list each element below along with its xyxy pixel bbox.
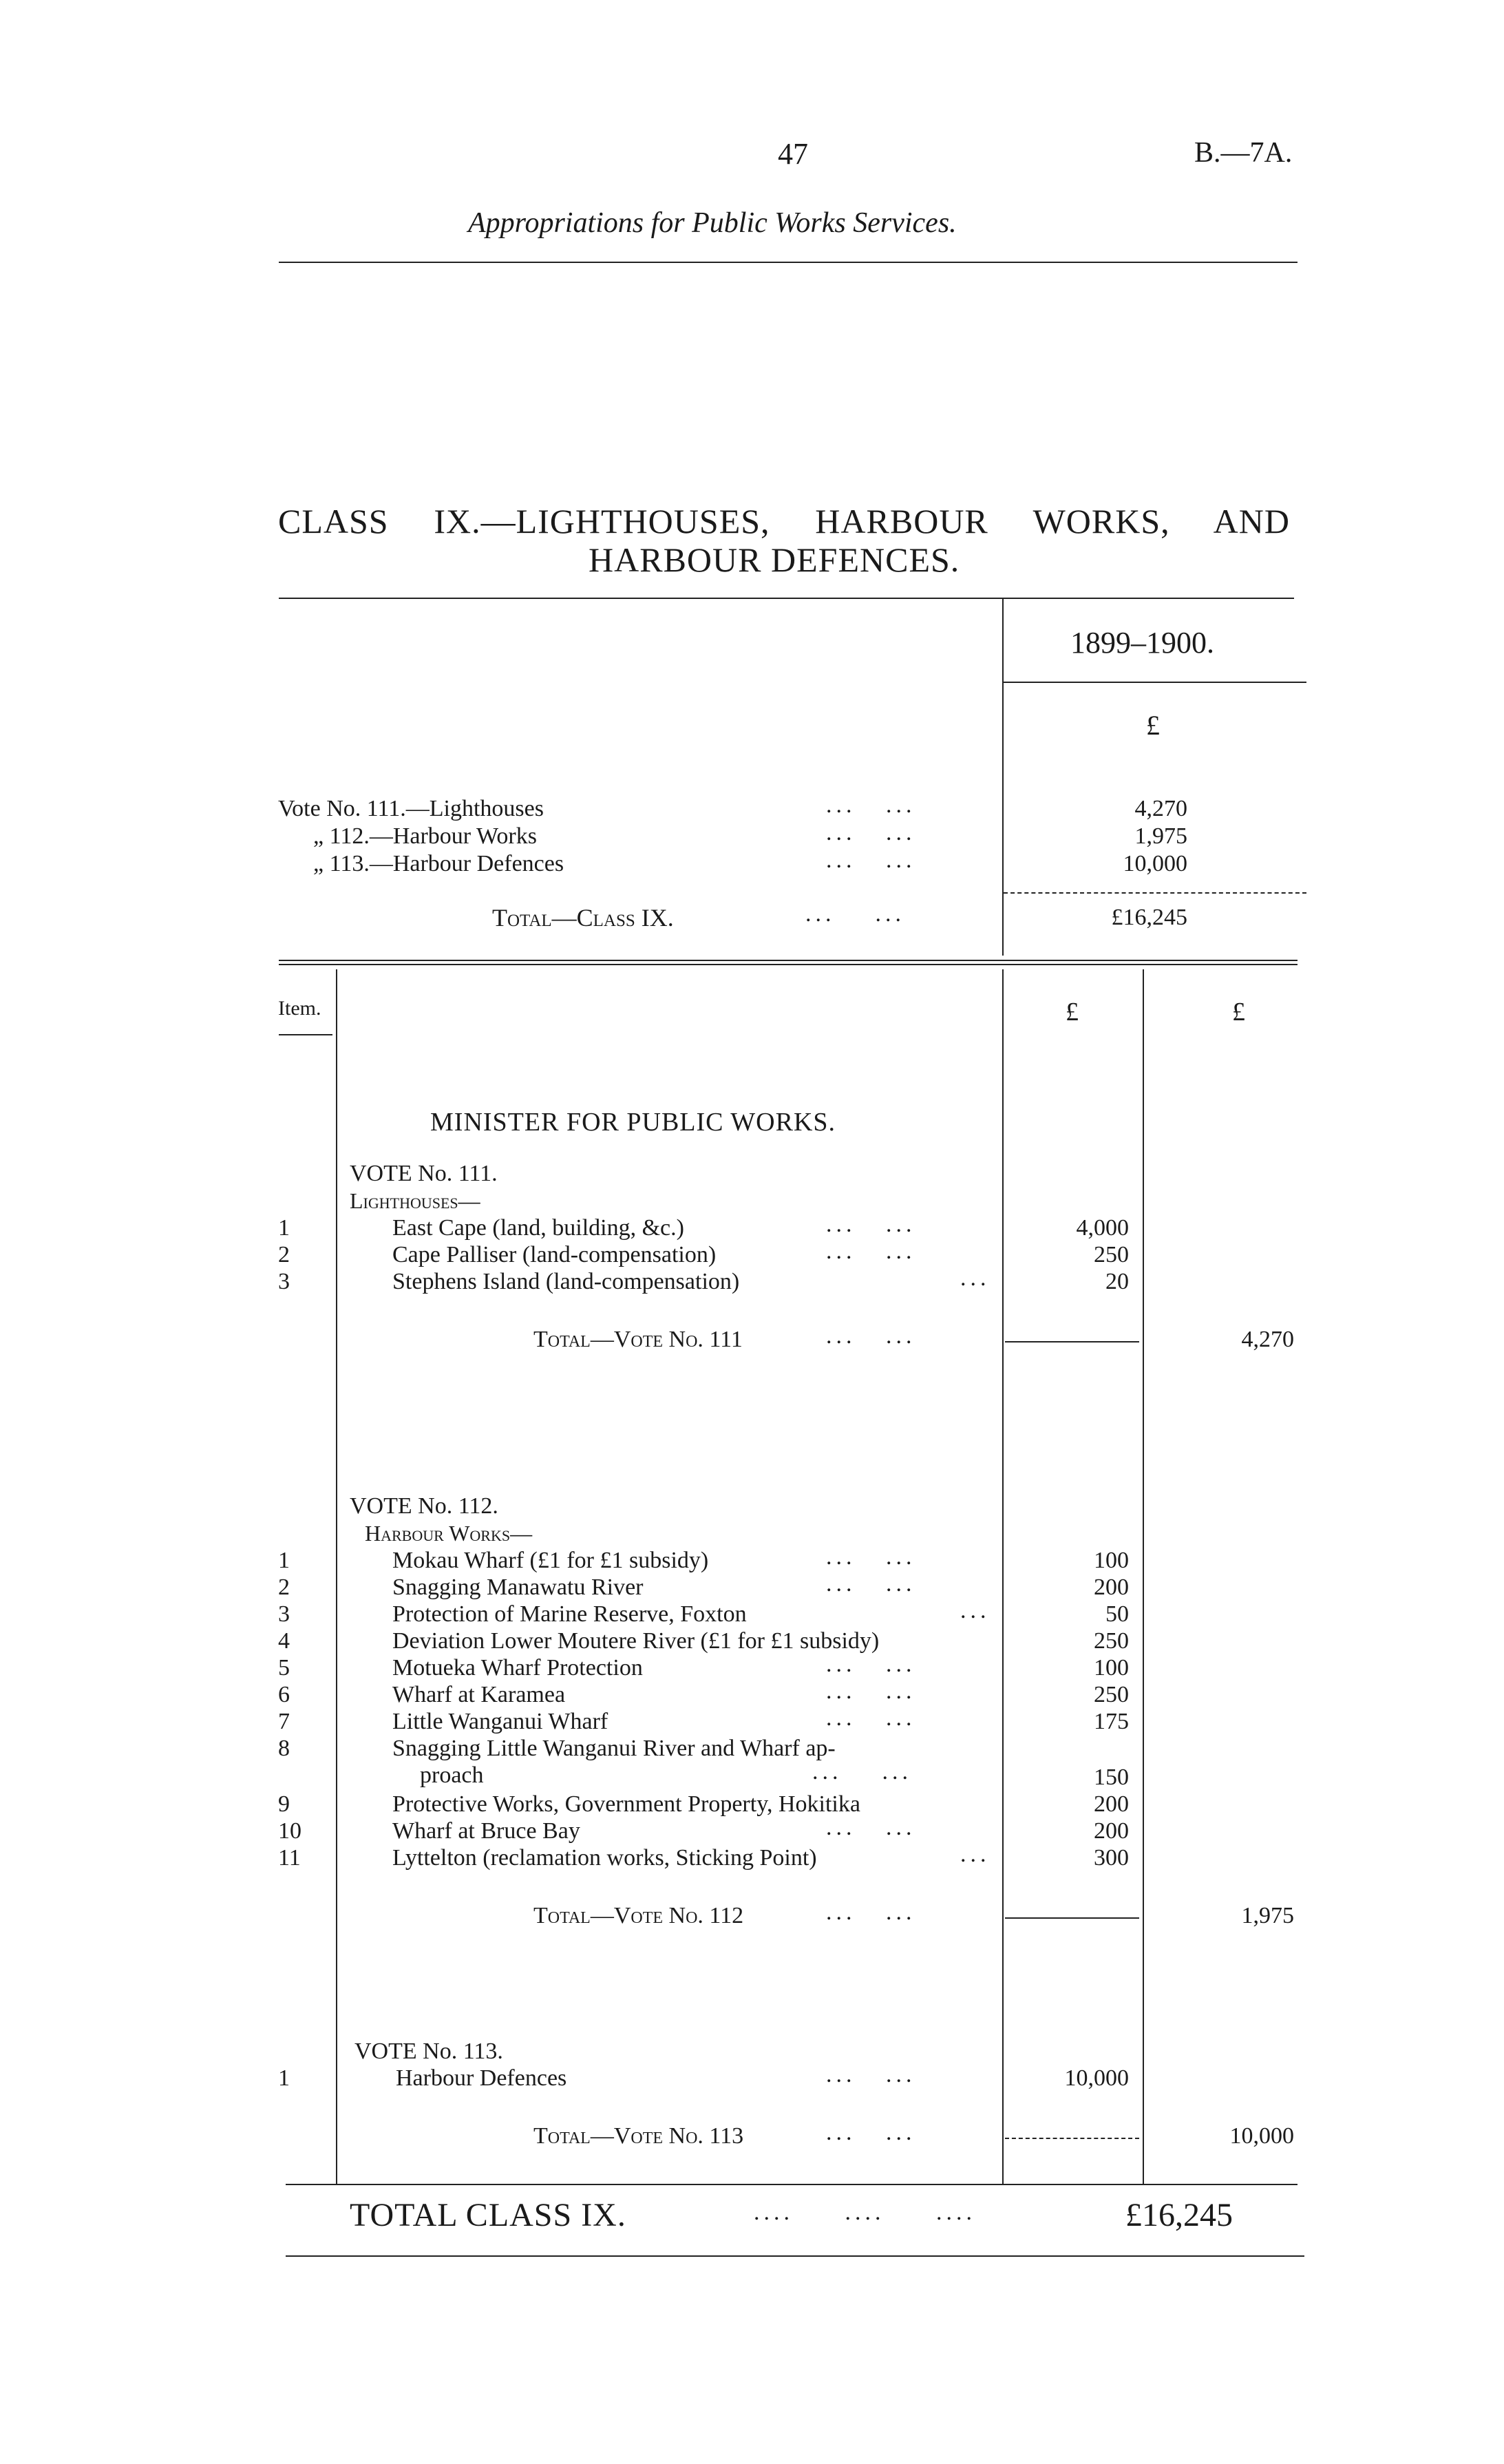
item-number: 1 <box>278 1548 290 1573</box>
item-column-divider <box>336 969 337 2184</box>
vote-total-label: Total—Vote No. 113 <box>533 2123 744 2149</box>
document-reference: B.—7A. <box>1194 137 1293 169</box>
item-amount: 50 <box>1105 1601 1129 1627</box>
grand-total-top-rule <box>286 2184 1298 2185</box>
total-column-header: £ <box>1232 998 1245 1026</box>
item-number: 5 <box>278 1655 290 1681</box>
summary-column-divider <box>1002 598 1004 956</box>
summary-year-header: 1899–1900. <box>1070 626 1214 660</box>
leader-dots: ... ... <box>805 901 905 927</box>
item-amount: 250 <box>1094 1682 1129 1707</box>
item-description: Protective Works, Government Property, Hokitika <box>392 1791 860 1817</box>
leader-dots: ... ... <box>826 792 916 818</box>
leader-dots: ... ... <box>812 1759 912 1784</box>
item-amount: 250 <box>1094 1242 1129 1267</box>
vote-subhead: Lighthouses— <box>350 1188 480 1213</box>
item-description: Wharf at Bruce Bay <box>392 1818 580 1844</box>
summary-total-amount: £16,245 <box>1111 905 1187 930</box>
item-number: 1 <box>278 1215 290 1241</box>
item-number: 2 <box>278 1575 290 1600</box>
class-title-line-2: HARBOUR DEFENCES. <box>589 540 960 579</box>
item-description: Snagging Little Wanganui River and Wharf ap- <box>392 1736 836 1761</box>
leader-dots: ... ... <box>826 820 916 845</box>
leader-dots: ... ... <box>826 1212 916 1237</box>
item-number: 2 <box>278 1242 290 1267</box>
vote-total-amount: 1,975 <box>1241 1903 1294 1928</box>
item-number: 11 <box>278 1845 301 1871</box>
grand-total-amount: £16,245 <box>1125 2197 1233 2233</box>
item-description: Wharf at Karamea <box>392 1682 566 1707</box>
vote-subhead: Harbour Works— <box>365 1521 533 1546</box>
item-number: 10 <box>278 1818 301 1844</box>
item-amount: 150 <box>1094 1765 1129 1790</box>
summary-vote-label: „ 112.—Harbour Works <box>313 823 537 849</box>
leader-dots: ... <box>960 1842 991 1867</box>
summary-bottom-rule <box>279 964 1298 965</box>
item-description: Protection of Marine Reserve, Foxton <box>392 1601 747 1627</box>
summary-vote-label: Vote No. 111.—Lighthouses <box>278 796 544 821</box>
vote-subtotal-rule <box>1005 1917 1139 1919</box>
grand-total-bottom-rule <box>286 2255 1304 2257</box>
class-title-line-1: CLASS IX.—LIGHTHOUSES, HARBOUR WORKS, AND <box>278 502 1290 540</box>
leader-dots: ... ... <box>826 1544 916 1570</box>
item-description: Harbour Defences <box>396 2065 567 2091</box>
leader-dots: ... ... <box>826 2062 916 2087</box>
item-column-header: Item. <box>278 997 321 1020</box>
page-number: 47 <box>778 137 808 171</box>
item-number: 6 <box>278 1682 290 1707</box>
item-amount: 250 <box>1094 1628 1129 1654</box>
item-description: Motueka Wharf Protection <box>392 1655 643 1681</box>
vote-total-label: Total—Vote No. 112 <box>533 1903 744 1928</box>
page-subtitle: Appropriations for Public Works Services. <box>468 207 957 239</box>
item-amount: 200 <box>1094 1575 1129 1600</box>
item-number: 8 <box>278 1736 290 1761</box>
header-rule <box>279 262 1298 263</box>
leader-dots: ... ... <box>826 1705 916 1731</box>
item-number: 9 <box>278 1791 290 1817</box>
summary-year-rule <box>1004 682 1306 683</box>
leader-dots: ... <box>960 1598 991 1623</box>
leader-dots: ... ... <box>826 847 916 873</box>
item-description: Deviation Lower Moutere River (£1 for £1 subsidy) <box>392 1628 880 1654</box>
summary-vote-label: „ 113.—Harbour Defences <box>313 851 564 876</box>
vote-total-amount: 10,000 <box>1229 2123 1294 2149</box>
amount-column-divider <box>1002 969 1004 2184</box>
vote-total-label: Total—Vote No. 111 <box>533 1327 743 1352</box>
total-column-divider <box>1143 969 1144 2184</box>
item-header-rule <box>279 1034 332 1035</box>
item-amount: 100 <box>1094 1548 1129 1573</box>
vote-subtotal-rule <box>1005 2138 1139 2139</box>
leader-dots: ... ... <box>826 1678 916 1704</box>
item-amount: 20 <box>1105 1269 1129 1294</box>
leader-dots: ... ... <box>826 1899 916 1925</box>
leader-dots: ... ... <box>826 1652 916 1677</box>
minister-heading: MINISTER FOR PUBLIC WORKS. <box>430 1108 836 1137</box>
leader-dots: ... ... <box>826 2120 916 2145</box>
summary-bottom-rule <box>279 960 1298 961</box>
item-description: Snagging Manawatu River <box>392 1575 644 1600</box>
item-amount: 200 <box>1094 1791 1129 1817</box>
leader-dots: ... ... <box>826 1323 916 1349</box>
vote-title: VOTE No. 113. <box>354 2039 503 2064</box>
item-amount: 100 <box>1094 1655 1129 1681</box>
leader-dots: ... ... <box>826 1571 916 1597</box>
summary-vote-amount: 10,000 <box>1123 851 1187 876</box>
item-amount: 300 <box>1094 1845 1129 1871</box>
summary-vote-amount: 4,270 <box>1134 796 1187 821</box>
item-amount: 10,000 <box>1064 2065 1129 2091</box>
item-description: Stephens Island (land-compensation) <box>392 1269 740 1294</box>
item-number: 4 <box>278 1628 290 1654</box>
item-amount: 200 <box>1094 1818 1129 1844</box>
summary-total-label: Total—Class IX. <box>492 904 674 931</box>
grand-total-leader-dots: .... .... .... <box>754 2200 976 2225</box>
summary-currency-header: £ <box>1146 710 1160 741</box>
vote-title: VOTE No. 112. <box>350 1493 498 1519</box>
item-number: 1 <box>278 2065 290 2091</box>
leader-dots: ... ... <box>826 1815 916 1840</box>
summary-top-rule <box>279 598 1294 599</box>
grand-total-label: TOTAL CLASS IX. <box>350 2197 626 2233</box>
leader-dots: ... <box>960 1265 991 1291</box>
leader-dots: ... ... <box>826 1239 916 1264</box>
vote-title: VOTE No. 111. <box>350 1161 498 1186</box>
vote-subtotal-rule <box>1005 1341 1139 1342</box>
vote-total-amount: 4,270 <box>1241 1327 1294 1352</box>
amount-column-header: £ <box>1066 998 1079 1026</box>
item-description: Mokau Wharf (£1 for £1 subsidy) <box>392 1548 709 1573</box>
item-description: Cape Palliser (land-compensation) <box>392 1242 717 1267</box>
item-description-continued: proach <box>420 1762 484 1788</box>
item-description: Little Wanganui Wharf <box>392 1709 608 1734</box>
item-description: Lyttelton (reclamation works, Sticking Point) <box>392 1845 817 1871</box>
item-description: East Cape (land, building, &c.) <box>392 1215 684 1241</box>
item-amount: 175 <box>1094 1709 1129 1734</box>
item-number: 7 <box>278 1709 290 1734</box>
item-amount: 4,000 <box>1076 1215 1129 1241</box>
summary-vote-amount: 1,975 <box>1134 823 1187 849</box>
item-number: 3 <box>278 1601 290 1627</box>
item-number: 3 <box>278 1269 290 1294</box>
summary-subtotal-rule <box>1004 892 1306 894</box>
